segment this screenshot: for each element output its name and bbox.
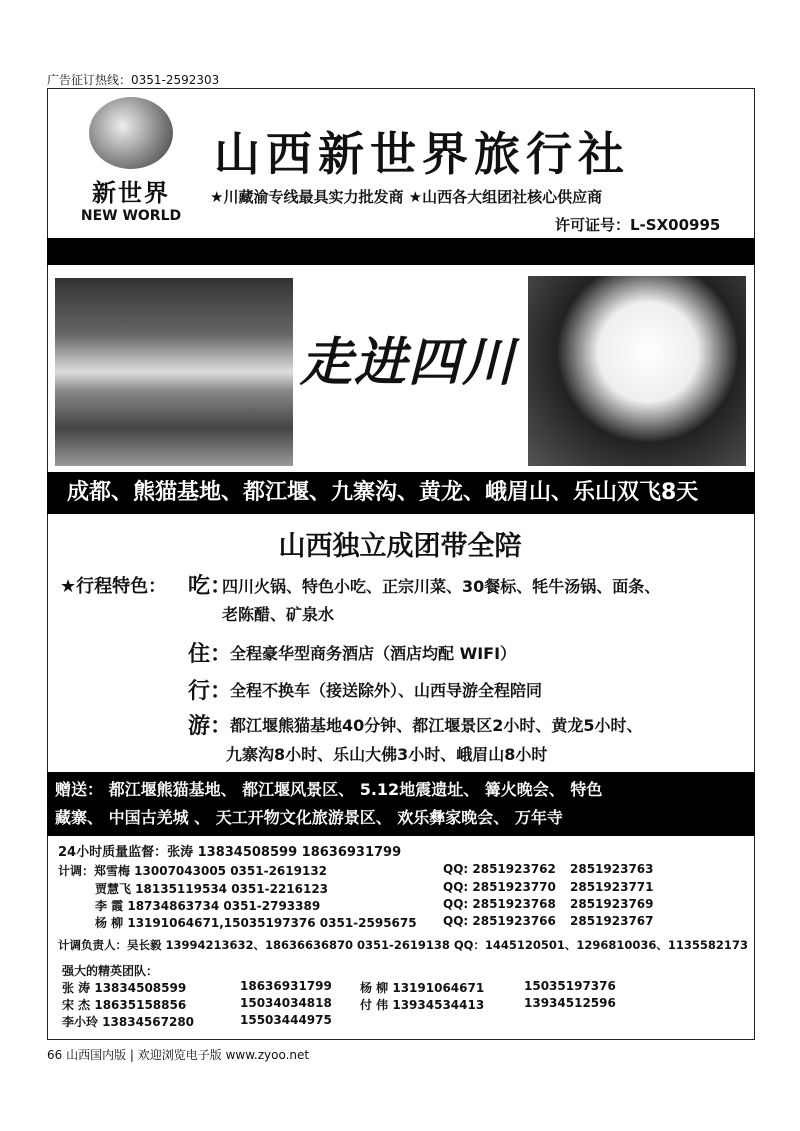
planner-row-qq2: 2851923767	[570, 914, 654, 928]
go-key: 行：	[188, 679, 233, 704]
team-cell: 李小玲 13834567280	[62, 1015, 195, 1029]
company-name: 山西新世界旅行社	[214, 127, 630, 181]
team-cell: 付 伟 13934534413	[360, 998, 485, 1012]
route-banner: 成都、熊猫基地、都江堰、九寨沟、黄龙、峨眉山、乐山双飞8天	[47, 472, 755, 514]
tour-line-2: 九寨沟8小时、乐山大佛3小时、峨眉山8小时	[226, 745, 548, 764]
features-label: ★行程特色：	[60, 576, 167, 597]
planner-row-qq2: 2851923763	[570, 862, 654, 876]
team-title: 强大的精英团队：	[62, 964, 159, 978]
page-footer: 66 山西国内版 | 欢迎浏览电子版 www.zyoo.net	[47, 1048, 310, 1062]
slogan: ★川藏渝专线最具实力批发商 ★山西各大组团社核心供应商	[210, 188, 603, 206]
stay-text: 全程豪华型商务酒店（酒店均配 WIFI）	[230, 644, 517, 663]
quality-supervisor: 24小时质量监督：张涛 13834508599 18636931799	[58, 845, 402, 860]
waterfall-photo	[55, 278, 293, 466]
eat-key: 吃：	[188, 574, 233, 599]
title-art: 走进四川	[300, 332, 517, 393]
eat-line-1: 四川火锅、特色小吃、正宗川菜、30餐标、牦牛汤锅、面条、	[222, 577, 661, 596]
header-black-bar	[47, 238, 755, 265]
eat-line-2: 老陈醋、矿泉水	[222, 605, 335, 624]
planner-row-left: 贾慧飞 18135119534 0351-2216123	[95, 882, 329, 896]
gift-line-2: 藏寨、 中国古羌城 、 天工开物文化旅游景区、 欢乐彝家晚会、 万年寺	[55, 808, 563, 827]
panda-photo	[528, 276, 746, 466]
team-cell: 宋 杰 18635158856	[62, 998, 187, 1012]
logo-en-text: NEW WORLD	[80, 208, 182, 224]
logo-emblem-icon	[89, 97, 173, 169]
go-text: 全程不换车（接送除外）、山西导游全程陪同	[230, 681, 543, 700]
team-cell: 15503444975	[240, 1013, 332, 1027]
tour-key: 游：	[188, 714, 233, 739]
planner-row-qq: QQ: 2851923768	[443, 897, 556, 911]
gift-line-1: 赠送： 都江堰熊猫基地、 都江堰风景区、 5.12地震遗址、 篝火晚会、 特色	[55, 780, 603, 799]
planner-row-left: 杨 柳 13191064671,15035197376 0351-2595675	[95, 916, 417, 930]
team-cell: 15035197376	[524, 979, 616, 993]
planner-row-left: 计调：郑雪梅 13007043005 0351-2619132	[58, 864, 328, 878]
planner-row-left: 李 霞 18734863734 0351-2793389	[95, 899, 321, 913]
team-cell: 13934512596	[524, 996, 616, 1010]
team-cell: 18636931799	[240, 979, 332, 993]
license-number: 许可证号：L-SX00995	[555, 216, 721, 234]
team-cell: 杨 柳 13191064671	[360, 981, 485, 995]
planner-row-qq: QQ: 2851923770	[443, 880, 556, 894]
gift-banner	[47, 772, 755, 836]
tour-line-1: 都江堰熊猫基地40分钟、都江堰景区2小时、黄龙5小时、	[230, 716, 643, 735]
planner-row-qq2: 2851923771	[570, 880, 654, 894]
team-cell: 张 涛 13834508599	[62, 981, 187, 995]
stay-key: 住：	[188, 642, 233, 667]
logo-cn-text: 新世界	[92, 178, 170, 207]
planner-row-qq2: 2851923769	[570, 897, 654, 911]
ad-hotline: 广告征订热线：0351-2592303	[47, 73, 220, 87]
company-logo	[72, 97, 190, 225]
tour-subtitle: 山西独立成团带全陪	[278, 531, 522, 562]
head-planner: 计调负责人：吴长毅 13994213632、18636636870 0351-2619138 QQ：1445120501、1296810036、1135582173	[58, 938, 748, 952]
planner-row-qq: QQ: 2851923766	[443, 914, 556, 928]
team-cell: 15034034818	[240, 996, 332, 1010]
planner-row-qq: QQ: 2851923762	[443, 862, 556, 876]
